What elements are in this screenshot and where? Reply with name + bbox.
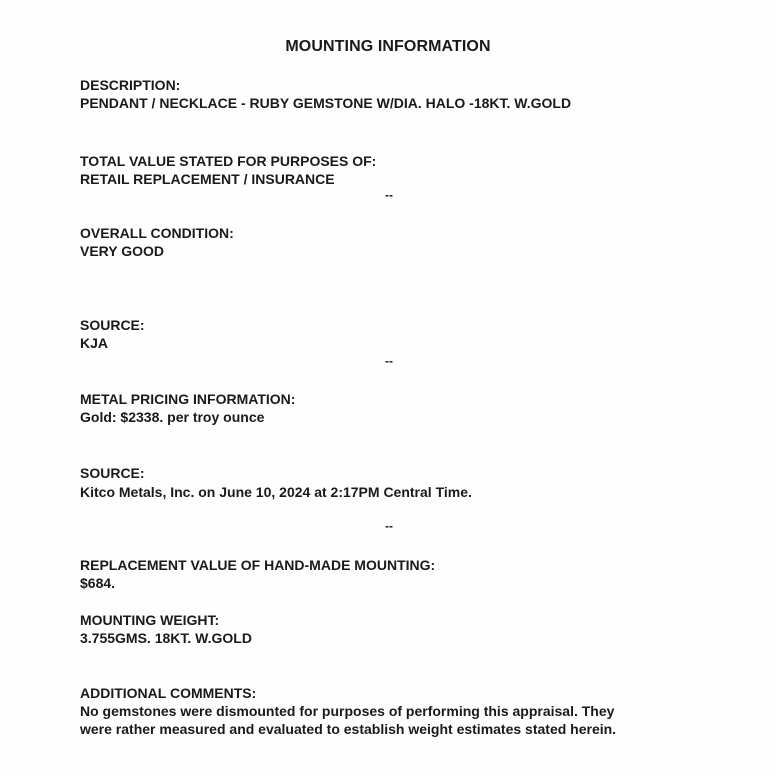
replacement-value-label: REPLACEMENT VALUE OF HAND-MADE MOUNTING: (80, 557, 436, 573)
condition-label: OVERALL CONDITION: (80, 225, 234, 241)
description-label: DESCRIPTION: (80, 77, 181, 93)
description-value: PENDANT / NECKLACE - RUBY GEMSTONE W/DIA. HALO -18KT. W.GOLD (80, 95, 572, 111)
separator: -- (385, 354, 393, 368)
pricing-source-label: SOURCE: (80, 465, 145, 481)
metal-pricing-value: Gold: $2338. per troy ounce (80, 409, 265, 425)
source-value: KJA (80, 335, 109, 351)
pricing-source-value: Kitco Metals, Inc. on June 10, 2024 at 2:17PM Central Time. (80, 484, 472, 500)
condition-value: VERY GOOD (80, 243, 165, 259)
separator: -- (385, 188, 393, 202)
mounting-weight-label: MOUNTING WEIGHT: (80, 612, 220, 628)
page-title: MOUNTING INFORMATION (285, 38, 491, 55)
metal-pricing-label: METAL PRICING INFORMATION: (80, 391, 296, 407)
comments-line-1: No gemstones were dismounted for purposes of performing this appraisal. They (80, 703, 615, 719)
separator: -- (385, 519, 393, 533)
source-label: SOURCE: (80, 317, 145, 333)
comments-line-2: were rather measured and evaluated to establish weight estimates stated herein. (80, 721, 617, 737)
total-value-label: TOTAL VALUE STATED FOR PURPOSES OF: (80, 153, 377, 169)
mounting-weight-value: 3.755GMS. 18KT. W.GOLD (80, 630, 252, 646)
replacement-value-amount: $684. (80, 575, 116, 591)
comments-label: ADDITIONAL COMMENTS: (80, 685, 257, 701)
total-value-value: RETAIL REPLACEMENT / INSURANCE (80, 171, 335, 187)
